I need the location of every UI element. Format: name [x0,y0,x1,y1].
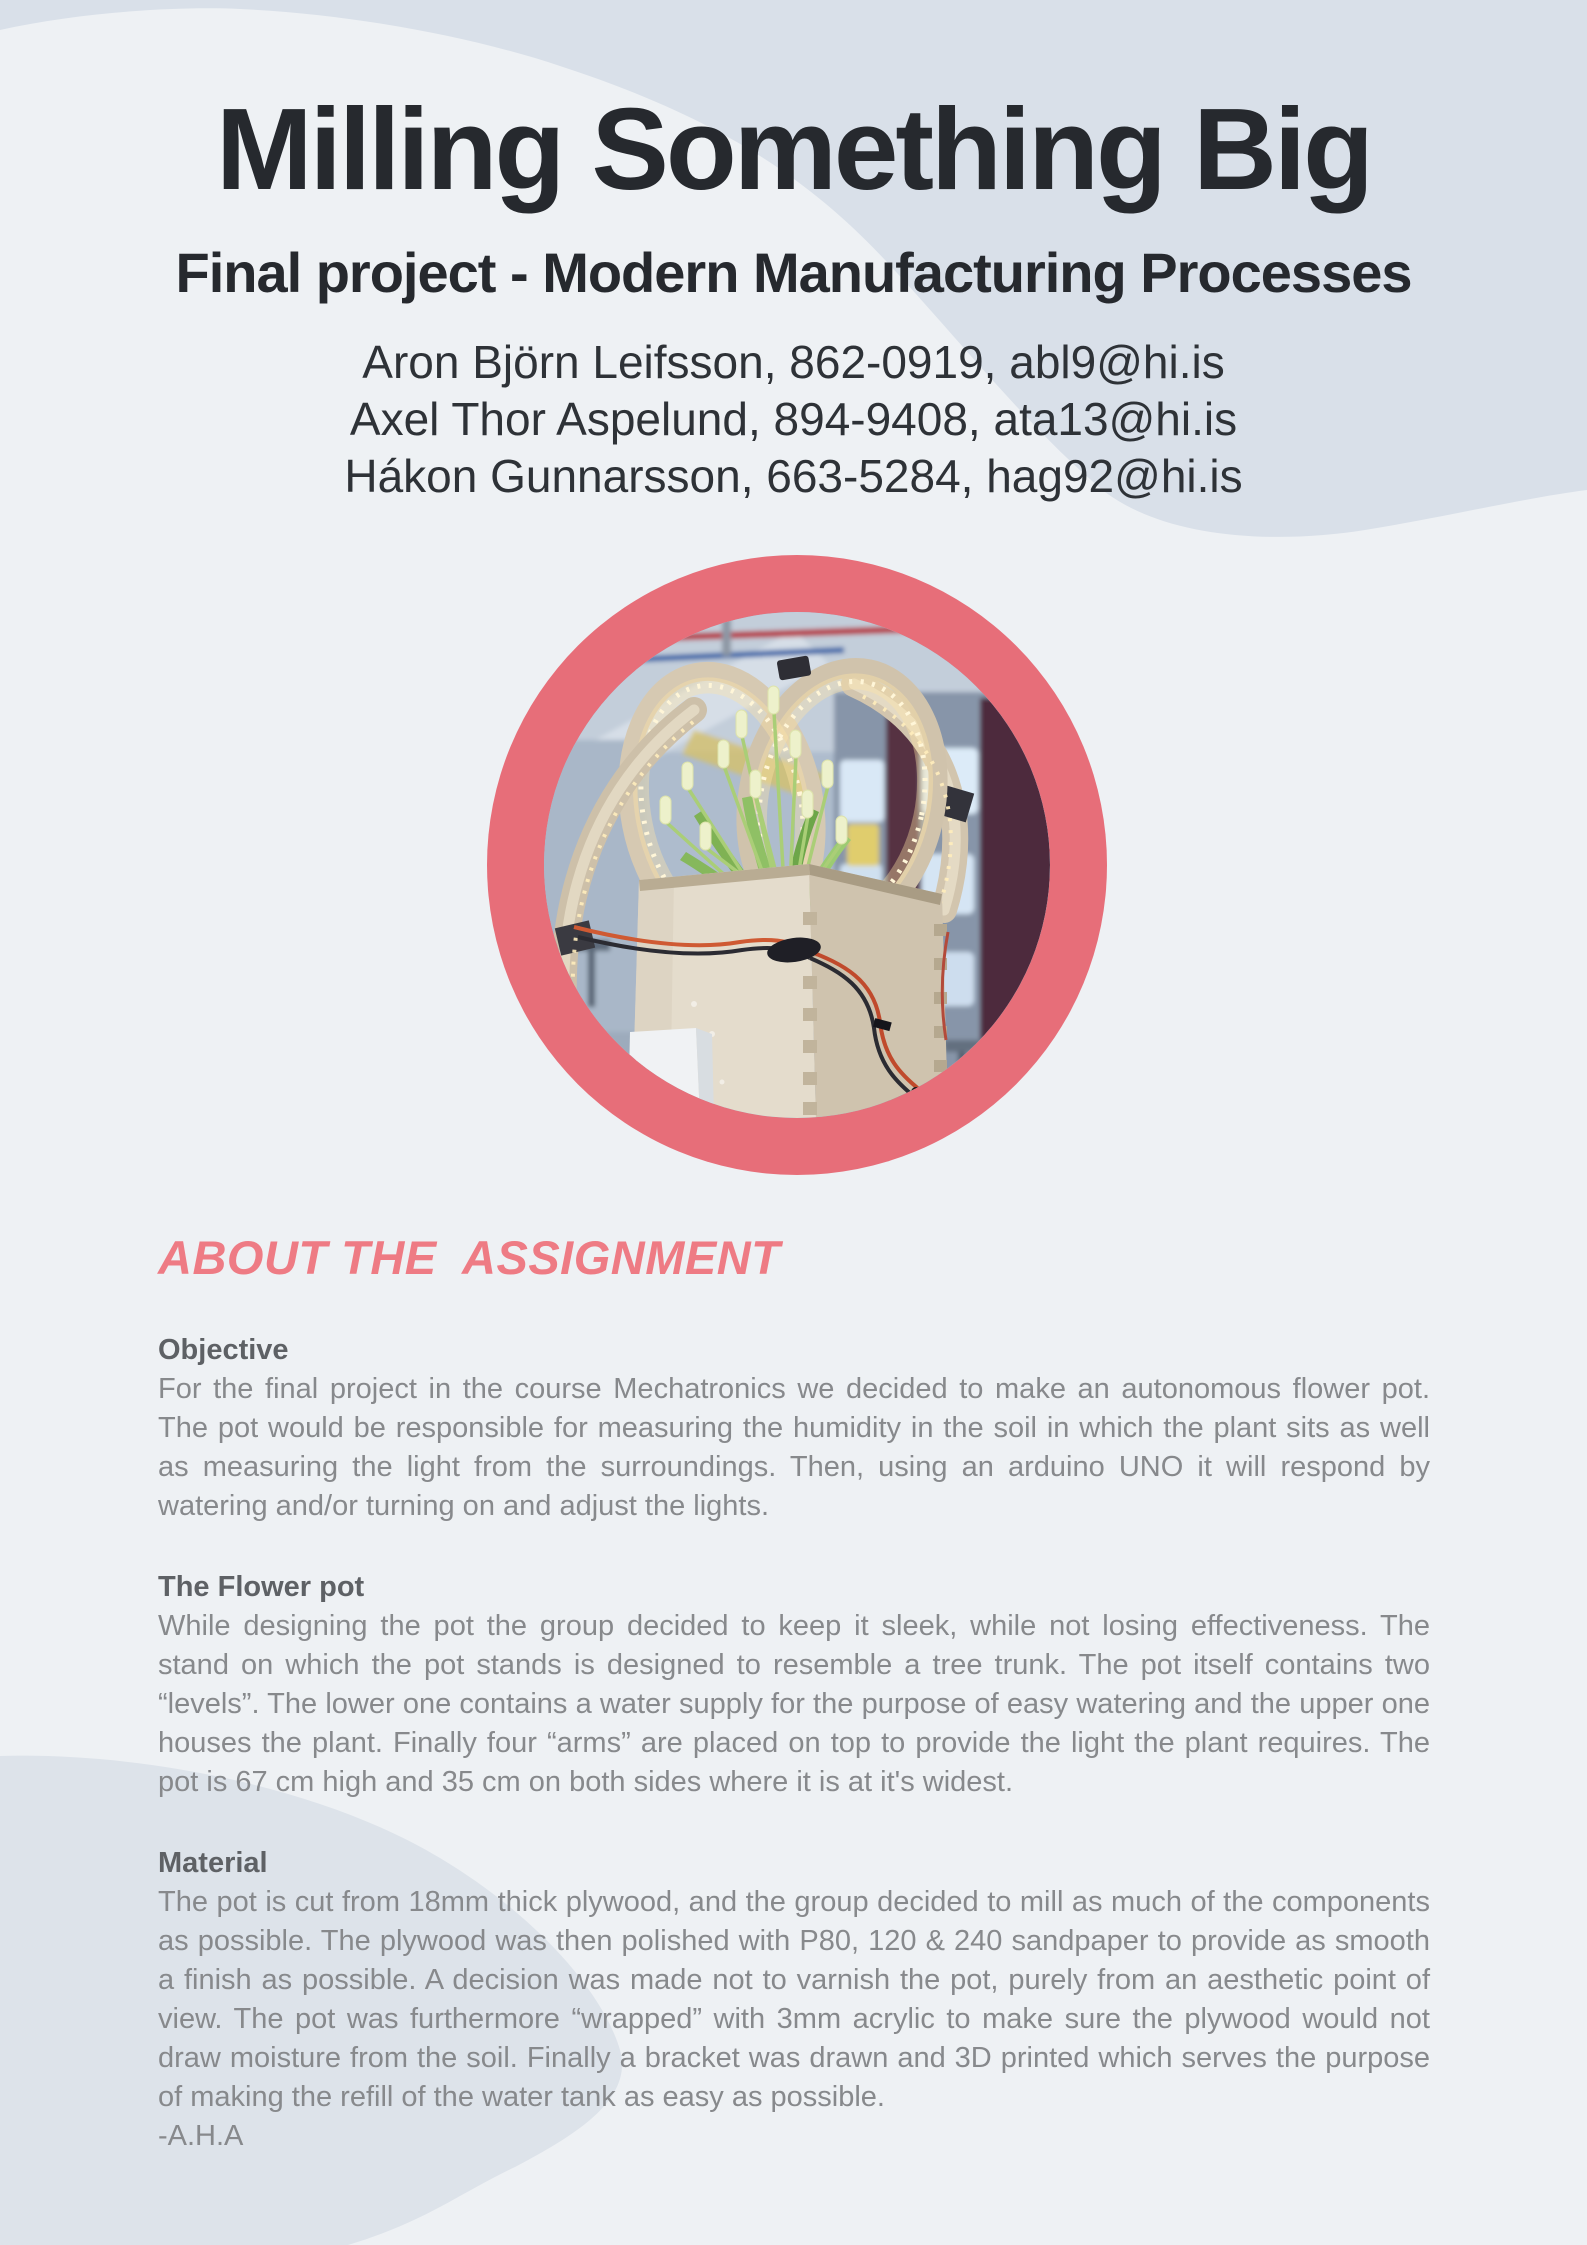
about-section [158,1230,1430,2156]
section-body: The pot is cut from 18mm thick plywood, and the group decided to mill as much of the components as possible. The plywood was then polished with P80, 120 & 240 sandpaper to provide as smooth a finish as possible. A decision was made not to varnish the pot, purely from an aesthetic point of view. The pot was furthermore “wrapped” with 3mm acrylic to make sure the plywood would not draw moisture from the soil. Finally a bracket was drawn and 3D printed which serves the purpose of making the refill of the water tank as easy as possible. [158,1886,1430,2113]
section-body: While designing the pot the group decided to keep it sleek, while not losing effectiveness. The stand on which the pot stands is designed to resemble a tree trunk. The pot itself contains two “levels”. The lower one contains a water supply for the purpose of easy watering and the upper one houses the plant. Finally four “arms” are placed on top to provide the light the plant requires. The pot is 67 cm high and 35 cm on both sides where it is at it's widest. [158,1610,1430,1798]
page-title: Milling Something Big [216,84,1371,214]
water-box [628,1028,714,1118]
section-heading: The Flower pot [158,1571,365,1603]
section-flower-pot [158,1568,1430,1802]
about-heading: ABOUT THE ASSIGNMENT [158,1231,781,1284]
author-list [0,334,1587,505]
project-photo [544,612,1050,1118]
author-line: Aron Björn Leifsson, 862-0919, abl9@hi.is [362,336,1225,388]
photo-ring [487,555,1107,1175]
author-line: Hákon Gunnarsson, 663-5284, hag92@hi.is [344,450,1243,502]
author-line: Axel Thor Aspelund, 894-9408, ata13@hi.is [349,393,1238,445]
signature: -A.H.A [158,2120,244,2152]
section-material [158,1844,1430,2156]
section-objective [158,1331,1430,1526]
section-heading: Material [158,1847,268,1879]
section-body: For the final project in the course Mechatronics we decided to make an autonomous flower pot. The pot would be responsible for measuring the humidity in the soil in which the plant sits as well as measuring the light from the surroundings. Then, using an arduino UNO it will respond by watering and/or turning on and adjust the lights. [158,1373,1430,1522]
section-heading: Objective [158,1334,289,1366]
page-subtitle: Final project - Modern Manufacturing Processes [175,241,1412,304]
